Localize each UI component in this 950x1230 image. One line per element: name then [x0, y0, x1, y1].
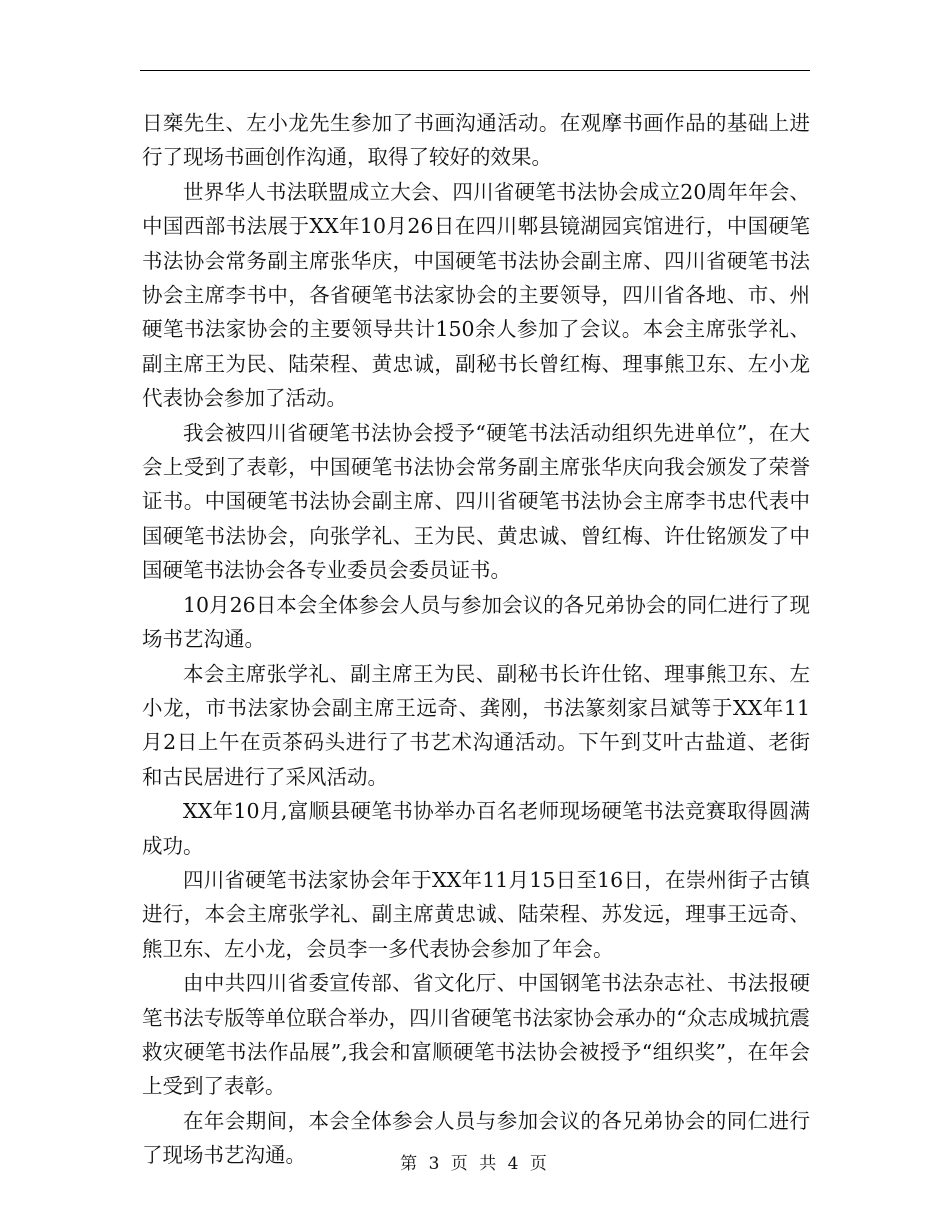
paragraph-2: 世界华人书法联盟成立大会、四川省硬笔书法协会成立20周年年会、中国西部书法展于XX年10月26日在四川郫县镜湖园宾馆进行，中国硬笔书法协会常务副主席张华庆，中国硬笔书法协会副主席、四川省硬笔书法协会主席李书中，各省硬笔书法家协会的主要领导，四川省各地、市、州硬笔书法家协会的主要领导共计150余人参加了会议。本会主席张学礼、副主席王为民、陆荣程、黄忠诚，副秘书长曾红梅、理事熊卫东、左小龙代表协会参加了活动。 [142, 179, 810, 411]
paragraph-1: 日椉先生、左小龙先生参加了书画沟通活动。在观摩书画作品的基础上进行了现场书画创作沟通，取得了较好的效果。 [142, 111, 810, 170]
paragraph-4: 10月26日本会全体参会人员与参加会议的各兄弟协会的同仁进行了现场书艺沟通。 [142, 592, 810, 652]
paragraph-8: 由中共四川省委宣传部、省文化厅、中国钢笔书法杂志社、书法报硬笔书法专版等单位联合举办，四川省硬笔书法家协会承办的“众志成城抗震救灾硬笔书法作品展”,我会和富顺硬笔书法协会被授予“组织奖”，在年会上受到了表彰。 [142, 971, 810, 1099]
paragraph-9: 在年会期间，本会全体参会人员与参加会议的各兄弟协会的同仁进行了现场书艺沟通。 [142, 1108, 810, 1168]
paragraph-5: 本会主席张学礼、副主席王为民、副秘书长许仕铭、理事熊卫东、左小龙，市书法家协会副主席王远奇、龚刚，书法篆刻家吕斌等于XX年11月2日上午在贡茶码头进行了书艺术沟通活动。下午到艾叶古盐道、老街和古民居进行了采风活动。 [142, 661, 810, 789]
body-text [142, 106, 810, 1173]
paragraph-7: 四川省硬笔书法家协会年于XX年11月15日至16日，在崇州街子古镇进行，本会主席张学礼、副主席黄忠诚、陆荣程、苏发远，理事王远奇、熊卫东、左小龙，会员李一多代表协会参加了年会。 [142, 867, 810, 961]
page-number-footer: 第 3 页 共 4 页 [400, 1154, 550, 1174]
paragraph-3: 我会被四川省硬笔书法协会授予“硬笔书法活动组织先进单位”，在大会上受到了表彰，中国硬笔书法协会常务副主席张华庆向我会颁发了荣誉证书。中国硬笔书法协会副主席、四川省硬笔书法协会主席李书忠代表中国硬笔书法协会，向张学礼、王为民、黄忠诚、曾红梅、许仕铭颁发了中国硬笔书法协会各专业委员会委员证书。 [142, 420, 810, 583]
paragraph-6: XX年10月,富顺县硬笔书协举办百名老师现场硬笔书法竞赛取得圆满成功。 [142, 799, 810, 858]
header-rule [140, 70, 810, 71]
